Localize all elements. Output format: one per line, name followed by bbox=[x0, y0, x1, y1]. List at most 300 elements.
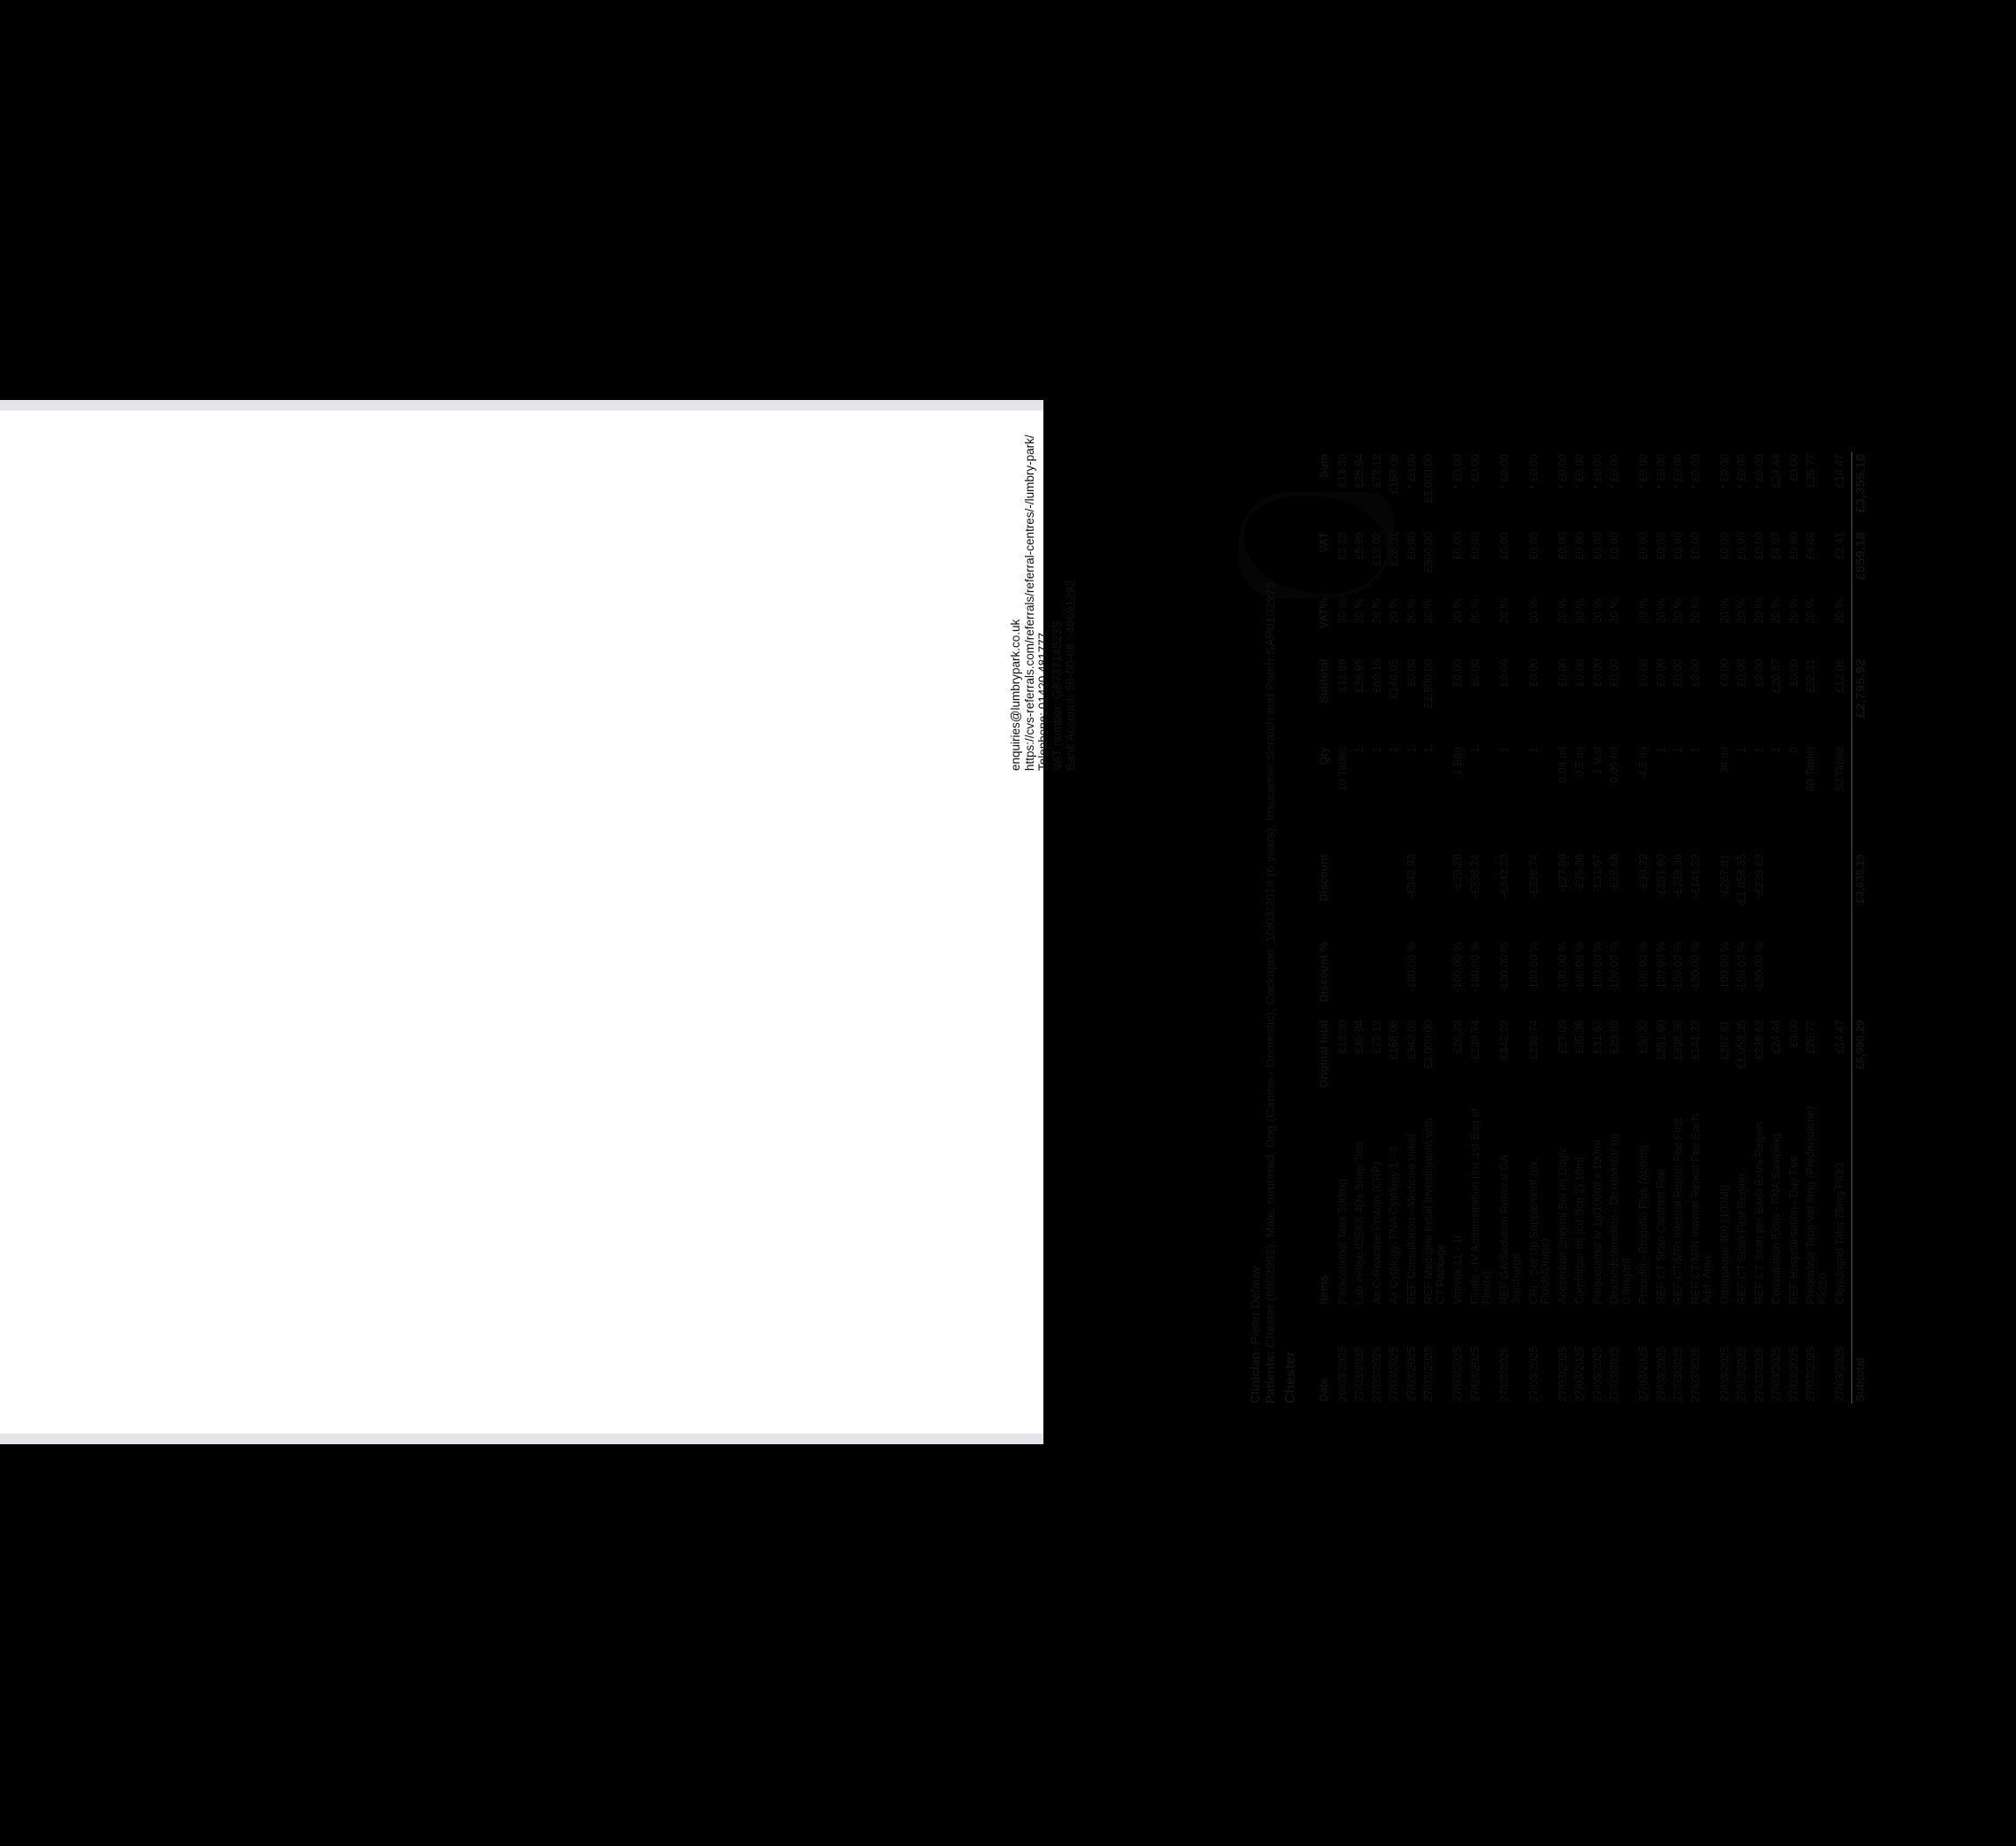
rotated-invoice-document bbox=[1007, 435, 2016, 1421]
table-row bbox=[1591, 452, 1609, 1404]
cell-date: 27/03/2025 bbox=[1422, 1346, 1435, 1402]
cell-discount-percent: -100.00 % bbox=[1451, 942, 1464, 993]
cell-vat: £0.00 bbox=[1689, 532, 1702, 560]
cell-date: 27/03/2025 bbox=[1672, 1346, 1684, 1402]
cell-vat: £0.00 bbox=[1718, 532, 1731, 560]
table-row bbox=[1753, 452, 1771, 1404]
cell-date: 27/03/2025 bbox=[1388, 1346, 1400, 1402]
cell-vat-percent: 20 % bbox=[1804, 598, 1817, 624]
cell-original-total: £267.81 bbox=[1718, 1019, 1731, 1060]
table-row bbox=[1834, 452, 1851, 1404]
cell-vat-percent: 20 % bbox=[1335, 598, 1349, 624]
cell-sum: £72.12 bbox=[1370, 454, 1383, 488]
cell-vat: £5.99 bbox=[1353, 532, 1366, 560]
cell-sum: * £0.00 bbox=[1527, 454, 1540, 489]
cell-sum: * £0.00 bbox=[1654, 454, 1667, 489]
cell-original-total: £0.00 bbox=[1787, 1019, 1800, 1048]
cell-date: 27/03/2025 bbox=[1590, 1346, 1604, 1402]
cell-discount: -£30.32 bbox=[1637, 854, 1650, 892]
header-date: Date bbox=[1318, 1377, 1330, 1402]
cell-discount: -£31.67 bbox=[1590, 854, 1604, 892]
clinic-vat-number: VAT number: GB73714523S bbox=[1050, 620, 1064, 771]
cell-item: Propofol - Propoflo Plus (Abbott) bbox=[1637, 1144, 1650, 1304]
cell-date: 27/03/2025 bbox=[1404, 1346, 1418, 1402]
cell-item: REF Medicine Initial Investigation with CT Package bbox=[1422, 1118, 1447, 1304]
cell-date: 27/03/2025 bbox=[1637, 1346, 1650, 1402]
cell-vat: £0.00 bbox=[1654, 532, 1667, 560]
subtotal-sum: £3,355.10 bbox=[1851, 452, 1871, 530]
cell-sum: * £0.00 bbox=[1672, 454, 1684, 489]
cell-subtotal: £11.08 bbox=[1335, 658, 1349, 692]
cell-discount-percent bbox=[1422, 940, 1451, 1018]
cell-vat-percent: 20 % bbox=[1672, 598, 1684, 624]
clinic-bank-account: Bank Account: 56-00-68 : 40691292 bbox=[1064, 580, 1077, 771]
cell-item: Omnipaque 300 (100Ml) bbox=[1718, 1184, 1731, 1304]
cell-qty: 1 bbox=[1689, 746, 1702, 753]
cell-qty: 1 bbox=[1654, 746, 1667, 753]
cell-date: 27/03/2025 bbox=[1718, 1346, 1731, 1402]
subtotal-row bbox=[1851, 452, 1871, 1404]
cell-subtotal: £0.00 bbox=[1689, 658, 1702, 687]
patients-details: Chester (6902982), Male, neutered, Dog (Canine - Domestic), Cockapoo, 10/03/2019 (6 years), Insurance: Scratch and Patch SAP0102976 bbox=[1263, 581, 1277, 1348]
cell-qty: 1 bbox=[1752, 746, 1766, 753]
cell-date: 27/03/2025 bbox=[1370, 1346, 1383, 1402]
cell-qty: 34 ml bbox=[1718, 746, 1731, 774]
top-black-bar bbox=[0, 0, 1043, 400]
clinic-email[interactable]: enquiries@lumbrypark.co.uk bbox=[1009, 619, 1022, 771]
cell-qty: 1 bbox=[1497, 746, 1511, 753]
cell-discount: -£1,058.35 bbox=[1735, 854, 1748, 907]
cell-original-total: £26.77 bbox=[1804, 1019, 1817, 1054]
cell-subtotal: £0.00 bbox=[1672, 658, 1684, 687]
cell-vat-percent: 20 % bbox=[1353, 598, 1366, 624]
cell-item: CRI - Set Up Supplement (ex. Fluids/Drugs) bbox=[1527, 1158, 1551, 1304]
cell-date: 27/03/2025 bbox=[1752, 1346, 1766, 1402]
cell-original-total: £29.68 bbox=[1608, 1019, 1620, 1054]
cell-sum: £13.30 bbox=[1335, 454, 1349, 488]
cell-subtotal: £0.00 bbox=[1574, 658, 1586, 687]
cell-subtotal: £0.00 bbox=[1590, 658, 1604, 687]
cell-discount: -£338.36 bbox=[1672, 854, 1684, 898]
cell-date: 27/03/2025 bbox=[1574, 1346, 1586, 1402]
cell-date: 27/03/2025 bbox=[1468, 1346, 1481, 1402]
cell-subtotal: £0.00 bbox=[1654, 658, 1667, 687]
cell-item: Acesedate 2mg/ml Sol Inj Dog/c bbox=[1556, 1146, 1569, 1304]
cell-item: REF Hospitalisation - Day Fee bbox=[1787, 1155, 1800, 1304]
cell-item: Vetivex 11 - 1l bbox=[1451, 1235, 1464, 1304]
cell-date: 27/03/2025 bbox=[1834, 1346, 1846, 1402]
cell-discount: -£238.74 bbox=[1468, 854, 1481, 898]
table-row bbox=[1608, 452, 1637, 1404]
table-row bbox=[1655, 452, 1673, 1404]
cell-item: Ax C-Reactive Protein (CRP) bbox=[1370, 1161, 1383, 1304]
cell-qty: 1 bbox=[1388, 746, 1400, 753]
cell-qty: 1 bbox=[1422, 746, 1435, 753]
cell-subtotal: £12.06 bbox=[1834, 658, 1846, 693]
cell-qty: 0 bbox=[1787, 746, 1800, 753]
cell-original-total: £24.44 bbox=[1770, 1019, 1782, 1054]
cell-sum: * £0.00 bbox=[1451, 454, 1464, 489]
clinic-contact-block bbox=[1009, 435, 1078, 771]
cell-original-total: £141.32 bbox=[1689, 1019, 1702, 1060]
cell-sum: * £0.00 bbox=[1468, 454, 1481, 489]
cell-sum: * £0.00 bbox=[1689, 454, 1702, 489]
cell-vat-percent: 20 % bbox=[1735, 598, 1748, 624]
cell-vat-percent: 20 % bbox=[1574, 598, 1586, 624]
cell-sum: * £0.00 bbox=[1404, 454, 1418, 489]
cell-sum: * £0.00 bbox=[1637, 454, 1650, 489]
cell-qty: 1 Bag bbox=[1451, 746, 1464, 776]
cell-item: REF CT Scan Contrast Fee bbox=[1654, 1169, 1667, 1304]
cell-subtotal: £0.00 bbox=[1527, 658, 1540, 687]
cell-date: 27/03/2025 bbox=[1654, 1346, 1667, 1402]
cell-qty: 1 bbox=[1353, 746, 1366, 753]
cell-discount: -£141.32 bbox=[1689, 854, 1702, 898]
header-discount: Discount bbox=[1318, 854, 1330, 902]
cell-vat: £28.01 bbox=[1388, 532, 1400, 566]
cell-sum: * £0.00 bbox=[1608, 454, 1620, 489]
cell-discount bbox=[1388, 852, 1405, 940]
table-row bbox=[1719, 452, 1736, 1404]
cell-date: 27/03/2025 bbox=[1353, 1346, 1366, 1402]
header-qty: Qty bbox=[1318, 746, 1330, 765]
cell-discount: -£239.62 bbox=[1752, 854, 1766, 898]
clinician-name: Pieter Defauw bbox=[1248, 1266, 1262, 1345]
cell-vat-percent: 20 % bbox=[1608, 598, 1620, 624]
cell-vat-percent: 20 % bbox=[1370, 598, 1383, 624]
header-vat: VAT bbox=[1318, 532, 1330, 553]
cell-vat-percent: 20 % bbox=[1787, 598, 1800, 624]
cell-sum: * £0.00 bbox=[1497, 454, 1511, 489]
cell-vat: £2.22 bbox=[1335, 532, 1349, 560]
cell-discount-percent: -100.00 % bbox=[1590, 942, 1604, 993]
header-items: Items bbox=[1318, 1275, 1330, 1304]
cell-date: 27/03/2025 bbox=[1804, 1346, 1817, 1402]
cell-vat-percent: 20 % bbox=[1556, 598, 1569, 624]
cell-original-total: £3,000.00 bbox=[1422, 1019, 1435, 1070]
table-row bbox=[1574, 452, 1591, 1404]
cell-vat: £0.00 bbox=[1787, 532, 1800, 560]
header-sum: Sum bbox=[1318, 454, 1330, 479]
cell-sum: * £0.00 bbox=[1718, 454, 1731, 489]
cell-qty: 1 bbox=[1527, 746, 1540, 753]
cell-date: 27/03/2025 bbox=[1787, 1346, 1800, 1402]
cell-subtotal: £0.00 bbox=[1718, 658, 1731, 687]
cell-vat: £12.02 bbox=[1370, 532, 1383, 566]
cell-discount bbox=[1422, 852, 1451, 940]
cell-discount bbox=[1371, 852, 1389, 940]
table-row bbox=[1451, 452, 1469, 1404]
cell-vat: £4.46 bbox=[1804, 532, 1817, 560]
cell-discount-percent bbox=[1804, 940, 1834, 1018]
cell-discount bbox=[1788, 852, 1805, 940]
clinic-website[interactable]: https://cvs-referrals.com/referrals/referral-centres/-/lumbry-park/ bbox=[1022, 435, 1036, 771]
table-row bbox=[1371, 452, 1389, 1404]
cell-item: REF CT/MRI Internal Report Fee First bbox=[1672, 1118, 1684, 1304]
cell-vat-percent: 20 % bbox=[1422, 598, 1435, 624]
cell-discount-percent bbox=[1388, 940, 1405, 1018]
cell-discount: -£27.09 bbox=[1556, 854, 1569, 892]
cell-discount bbox=[1770, 852, 1788, 940]
header-original-total: Original total bbox=[1318, 1019, 1330, 1088]
cell-discount-percent bbox=[1770, 940, 1788, 1018]
cell-qty: 1 bbox=[1370, 746, 1383, 753]
table-row bbox=[1735, 452, 1753, 1404]
cell-sum: * £0.00 bbox=[1574, 454, 1586, 489]
cell-vat-percent: 20 % bbox=[1637, 598, 1650, 624]
invoice-items-table bbox=[1317, 452, 1871, 1404]
table-row bbox=[1672, 452, 1689, 1404]
cell-original-total: £14.47 bbox=[1834, 1019, 1846, 1054]
table-row bbox=[1422, 452, 1451, 1404]
invoice-page bbox=[0, 400, 1868, 1444]
cell-sum: * £0.00 bbox=[1556, 454, 1569, 489]
cell-sum: £26.77 bbox=[1804, 454, 1817, 488]
subtotal-vat: £559.18 bbox=[1851, 530, 1871, 596]
cell-item: Paracetamol Tabs 500mg bbox=[1335, 1179, 1349, 1304]
cell-sum: £24.44 bbox=[1770, 454, 1782, 488]
subtotal-original-total: £6,990.29 bbox=[1851, 1019, 1871, 1102]
cell-vat-percent: 20 % bbox=[1718, 598, 1731, 624]
cell-date: 27/03/2025 bbox=[1689, 1346, 1702, 1402]
cell-vat: £4.07 bbox=[1770, 532, 1782, 560]
cell-subtotal: £2,500.00 bbox=[1422, 658, 1435, 709]
cell-vat: £0.00 bbox=[1468, 532, 1481, 560]
table-row bbox=[1788, 452, 1805, 1404]
cell-sum: £168.06 bbox=[1388, 454, 1400, 495]
cell-discount-percent bbox=[1336, 940, 1354, 1018]
cell-discount-percent: -100.00 % bbox=[1718, 942, 1731, 993]
cell-original-total: £13.30 bbox=[1335, 1019, 1349, 1054]
cell-original-total: £168.06 bbox=[1388, 1019, 1400, 1060]
cell-qty: 1 bbox=[1672, 746, 1684, 753]
cell-qty: 0.09 ml bbox=[1608, 746, 1620, 783]
cell-vat: £0.00 bbox=[1637, 532, 1650, 560]
cell-discount: -£238.74 bbox=[1527, 854, 1540, 898]
cell-discount-percent bbox=[1353, 940, 1371, 1018]
cell-subtotal: £20.37 bbox=[1770, 658, 1782, 693]
cell-subtotal: £60.10 bbox=[1370, 658, 1383, 693]
cell-qty: 1 bbox=[1468, 746, 1481, 753]
cell-original-total: £35.94 bbox=[1353, 1019, 1366, 1054]
cell-qty: 1 bbox=[1770, 746, 1782, 753]
cell-discount-percent: -100.00 % bbox=[1497, 942, 1511, 993]
subtotal-discount: -£3,635.19 bbox=[1851, 852, 1871, 940]
cell-discount-percent: -100.00 % bbox=[1556, 942, 1569, 993]
cell-discount-percent: -100.00 % bbox=[1468, 942, 1481, 993]
cell-item: REF CT/MRI Internal Report Fee Each Add. Area bbox=[1689, 1114, 1713, 1304]
cell-date: 26/03/2025 bbox=[1335, 1346, 1349, 1402]
cell-discount-percent bbox=[1834, 940, 1851, 1018]
cell-discount-percent: -100.00 % bbox=[1752, 942, 1766, 993]
cell-qty: 10 Tablet bbox=[1335, 746, 1349, 792]
cell-subtotal: £0.00 bbox=[1608, 658, 1620, 687]
cell-vat: £2.41 bbox=[1834, 532, 1846, 560]
cell-original-total: £35.36 bbox=[1574, 1019, 1586, 1054]
table-row bbox=[1689, 452, 1719, 1404]
table-row bbox=[1527, 452, 1557, 1404]
table-row bbox=[1557, 452, 1574, 1404]
page-edge-bottom bbox=[0, 1434, 1043, 1444]
table-row bbox=[1388, 452, 1405, 1404]
cell-sum: £3,000.00 bbox=[1422, 454, 1435, 504]
cell-item: Comfortan Inj (cd Sch 2) 10ml bbox=[1574, 1157, 1586, 1304]
cell-qty: 1 Vial bbox=[1590, 746, 1604, 774]
cell-original-total: £239.62 bbox=[1752, 1019, 1766, 1060]
header-discount-percent: Discount % bbox=[1318, 942, 1330, 1003]
page-edge-top bbox=[0, 400, 1043, 411]
cell-discount-percent: -100.00 % bbox=[1637, 942, 1650, 993]
cell-vat: £0.00 bbox=[1404, 532, 1418, 560]
cell-date: 27/03/2025 bbox=[1527, 1346, 1540, 1402]
cell-vat-percent: 20 % bbox=[1752, 598, 1766, 624]
cell-item: Ax Cytology: FNA Cytology 1 - 3 bbox=[1388, 1146, 1400, 1304]
cell-sum: £35.94 bbox=[1353, 454, 1366, 488]
cell-original-total: £238.74 bbox=[1468, 1019, 1481, 1060]
cell-vat: £0.00 bbox=[1497, 532, 1511, 560]
cell-subtotal: £0.00 bbox=[1556, 658, 1569, 687]
cell-subtotal: £0.00 bbox=[1497, 658, 1511, 687]
cell-subtotal: £0.00 bbox=[1468, 658, 1481, 687]
cell-discount-percent bbox=[1788, 940, 1805, 1018]
cell-original-total: £251.60 bbox=[1654, 1019, 1667, 1060]
cell-subtotal: £0.00 bbox=[1451, 658, 1464, 687]
cell-vat: £0.00 bbox=[1672, 532, 1684, 560]
cell-qty: 4.5 ml bbox=[1637, 746, 1650, 777]
cell-vat-percent: 20 % bbox=[1497, 598, 1511, 624]
cell-qty: 1 bbox=[1404, 746, 1418, 753]
cell-date: 27/03/2025 bbox=[1451, 1346, 1464, 1402]
cell-vat: £0.00 bbox=[1608, 532, 1620, 560]
cell-original-total: £31.67 bbox=[1590, 1019, 1604, 1054]
cell-qty: 1 bbox=[1735, 746, 1748, 753]
cell-discount: -£342.32 bbox=[1497, 854, 1511, 898]
cell-item: Fluids - IV Administration (inc 1st Bag of Fluids) bbox=[1468, 1108, 1493, 1304]
cell-discount-percent: -100.00 % bbox=[1689, 942, 1702, 993]
cell-vat: £0.00 bbox=[1735, 532, 1748, 560]
header-vat-percent: VAT% bbox=[1318, 598, 1330, 629]
table-row bbox=[1405, 452, 1423, 1404]
cell-vat-percent: 20 % bbox=[1654, 598, 1667, 624]
subtotal-label: Subtotal bbox=[1851, 1306, 1871, 1404]
cell-date: 27/03/2025 bbox=[1497, 1346, 1511, 1402]
cell-qty: 0.5 ml bbox=[1574, 746, 1586, 777]
cell-vat: £0.00 bbox=[1574, 532, 1586, 560]
cell-subtotal: £140.05 bbox=[1388, 658, 1400, 699]
cell-original-total: £30.32 bbox=[1637, 1019, 1650, 1054]
patient-heading: Chester bbox=[1283, 1350, 1298, 1404]
cell-original-total: £27.09 bbox=[1556, 1019, 1569, 1054]
cell-discount bbox=[1353, 852, 1371, 940]
cell-sum: * £0.00 bbox=[1735, 454, 1748, 489]
cell-qty: 0.04 ml bbox=[1556, 746, 1569, 783]
cell-qty: 30 Tablet bbox=[1834, 746, 1846, 792]
cell-discount: -£251.60 bbox=[1654, 854, 1667, 898]
cell-item: REF CT Scan per Each Extra Region bbox=[1752, 1121, 1766, 1304]
cell-item: REF Consultation - Medicine Initial bbox=[1404, 1135, 1418, 1304]
cell-original-total: £72.12 bbox=[1370, 1019, 1383, 1054]
clinic-telephone: Telephone: 01420 481777 bbox=[1036, 632, 1050, 771]
table-row bbox=[1637, 452, 1655, 1404]
bottom-black-bar bbox=[0, 1444, 1043, 1846]
cell-vat-percent: 20 % bbox=[1468, 598, 1481, 624]
cell-discount: -£20.28 bbox=[1451, 854, 1464, 892]
cell-item: Consultation Extra - FNA Sampling bbox=[1770, 1133, 1782, 1304]
cell-discount: -£35.36 bbox=[1574, 854, 1586, 892]
cell-original-total: £343.93 bbox=[1404, 1019, 1418, 1060]
cell-item: Clopidogrel Tabs 75mg Pk30 bbox=[1834, 1163, 1846, 1304]
cell-discount-percent: -100.00 % bbox=[1672, 942, 1684, 993]
subtotal-subtotal: £2,795.92 bbox=[1851, 658, 1871, 745]
cell-discount bbox=[1834, 852, 1851, 940]
cell-sum: £14.47 bbox=[1834, 454, 1846, 488]
cell-item: Prednidale Tabs Vet 5mg (Prednisolone) Pk250 bbox=[1804, 1106, 1829, 1304]
cell-discount-percent: -100.00 % bbox=[1527, 942, 1540, 993]
cell-vat: £500.00 bbox=[1422, 532, 1435, 573]
header-subtotal: Subtotal bbox=[1318, 658, 1330, 704]
cell-date: 27/03/2025 bbox=[1556, 1346, 1569, 1402]
cell-original-total: £342.32 bbox=[1497, 1019, 1511, 1060]
cell-date: 27/03/2025 bbox=[1770, 1346, 1782, 1402]
cell-discount-percent bbox=[1371, 940, 1389, 1018]
patients-line bbox=[1263, 582, 1278, 1404]
cell-discount-percent: -100.00 % bbox=[1654, 942, 1667, 993]
cell-vat-percent: 20 % bbox=[1770, 598, 1782, 624]
cell-vat-percent: 20 % bbox=[1404, 598, 1418, 624]
cell-subtotal: £0.00 bbox=[1787, 658, 1800, 687]
cell-discount-percent: -100.00 % bbox=[1404, 942, 1418, 993]
cell-subtotal: £0.00 bbox=[1404, 658, 1418, 687]
cell-vat-percent: 20 % bbox=[1689, 598, 1702, 624]
cell-item: Lab in-hse IDEXX 4Dx Snap Test bbox=[1353, 1141, 1366, 1304]
cell-sum: £0.00 bbox=[1787, 454, 1800, 482]
cell-vat: £0.00 bbox=[1752, 532, 1766, 560]
clinician-label: Clinician: bbox=[1248, 1347, 1262, 1404]
cell-original-total: £238.74 bbox=[1527, 1019, 1540, 1060]
cell-subtotal: £29.95 bbox=[1353, 658, 1366, 693]
invoice-header bbox=[1248, 582, 1278, 1404]
table-row bbox=[1469, 452, 1498, 1404]
cell-item: REF GA/Sedation Referral GA Surcharge bbox=[1497, 1155, 1522, 1304]
table-row bbox=[1804, 452, 1834, 1404]
cell-discount bbox=[1336, 852, 1354, 940]
cell-subtotal: £22.31 bbox=[1804, 658, 1817, 693]
cell-sum: * £0.00 bbox=[1752, 454, 1766, 489]
cell-discount-percent: -100.00 % bbox=[1574, 942, 1586, 993]
clinician-line bbox=[1248, 582, 1263, 1404]
cell-discount: -£267.81 bbox=[1718, 854, 1731, 898]
table-row bbox=[1336, 452, 1354, 1404]
cell-vat-percent: 20 % bbox=[1590, 598, 1604, 624]
table-row bbox=[1353, 452, 1371, 1404]
cell-subtotal: £0.00 bbox=[1735, 658, 1748, 687]
cell-date: 27/03/2025 bbox=[1735, 1346, 1748, 1402]
cell-discount: -£29.68 bbox=[1608, 854, 1620, 892]
table-row bbox=[1498, 452, 1527, 1404]
cell-vat: £0.00 bbox=[1590, 532, 1604, 560]
cell-discount: -£343.93 bbox=[1404, 854, 1418, 898]
cell-vat-percent: 20 % bbox=[1388, 598, 1400, 624]
cell-discount-percent: -100.00 % bbox=[1735, 942, 1748, 993]
table-header-row bbox=[1317, 452, 1336, 1404]
patients-label: Patients: bbox=[1263, 1350, 1277, 1404]
cell-vat-percent: 20 % bbox=[1527, 598, 1540, 624]
cell-original-total: £20.28 bbox=[1451, 1019, 1464, 1054]
cell-vat-percent: 20 % bbox=[1451, 598, 1464, 624]
cell-sum: * £0.00 bbox=[1590, 454, 1604, 489]
cell-qty: 80 Tablet bbox=[1804, 746, 1817, 792]
table-row bbox=[1770, 452, 1788, 1404]
